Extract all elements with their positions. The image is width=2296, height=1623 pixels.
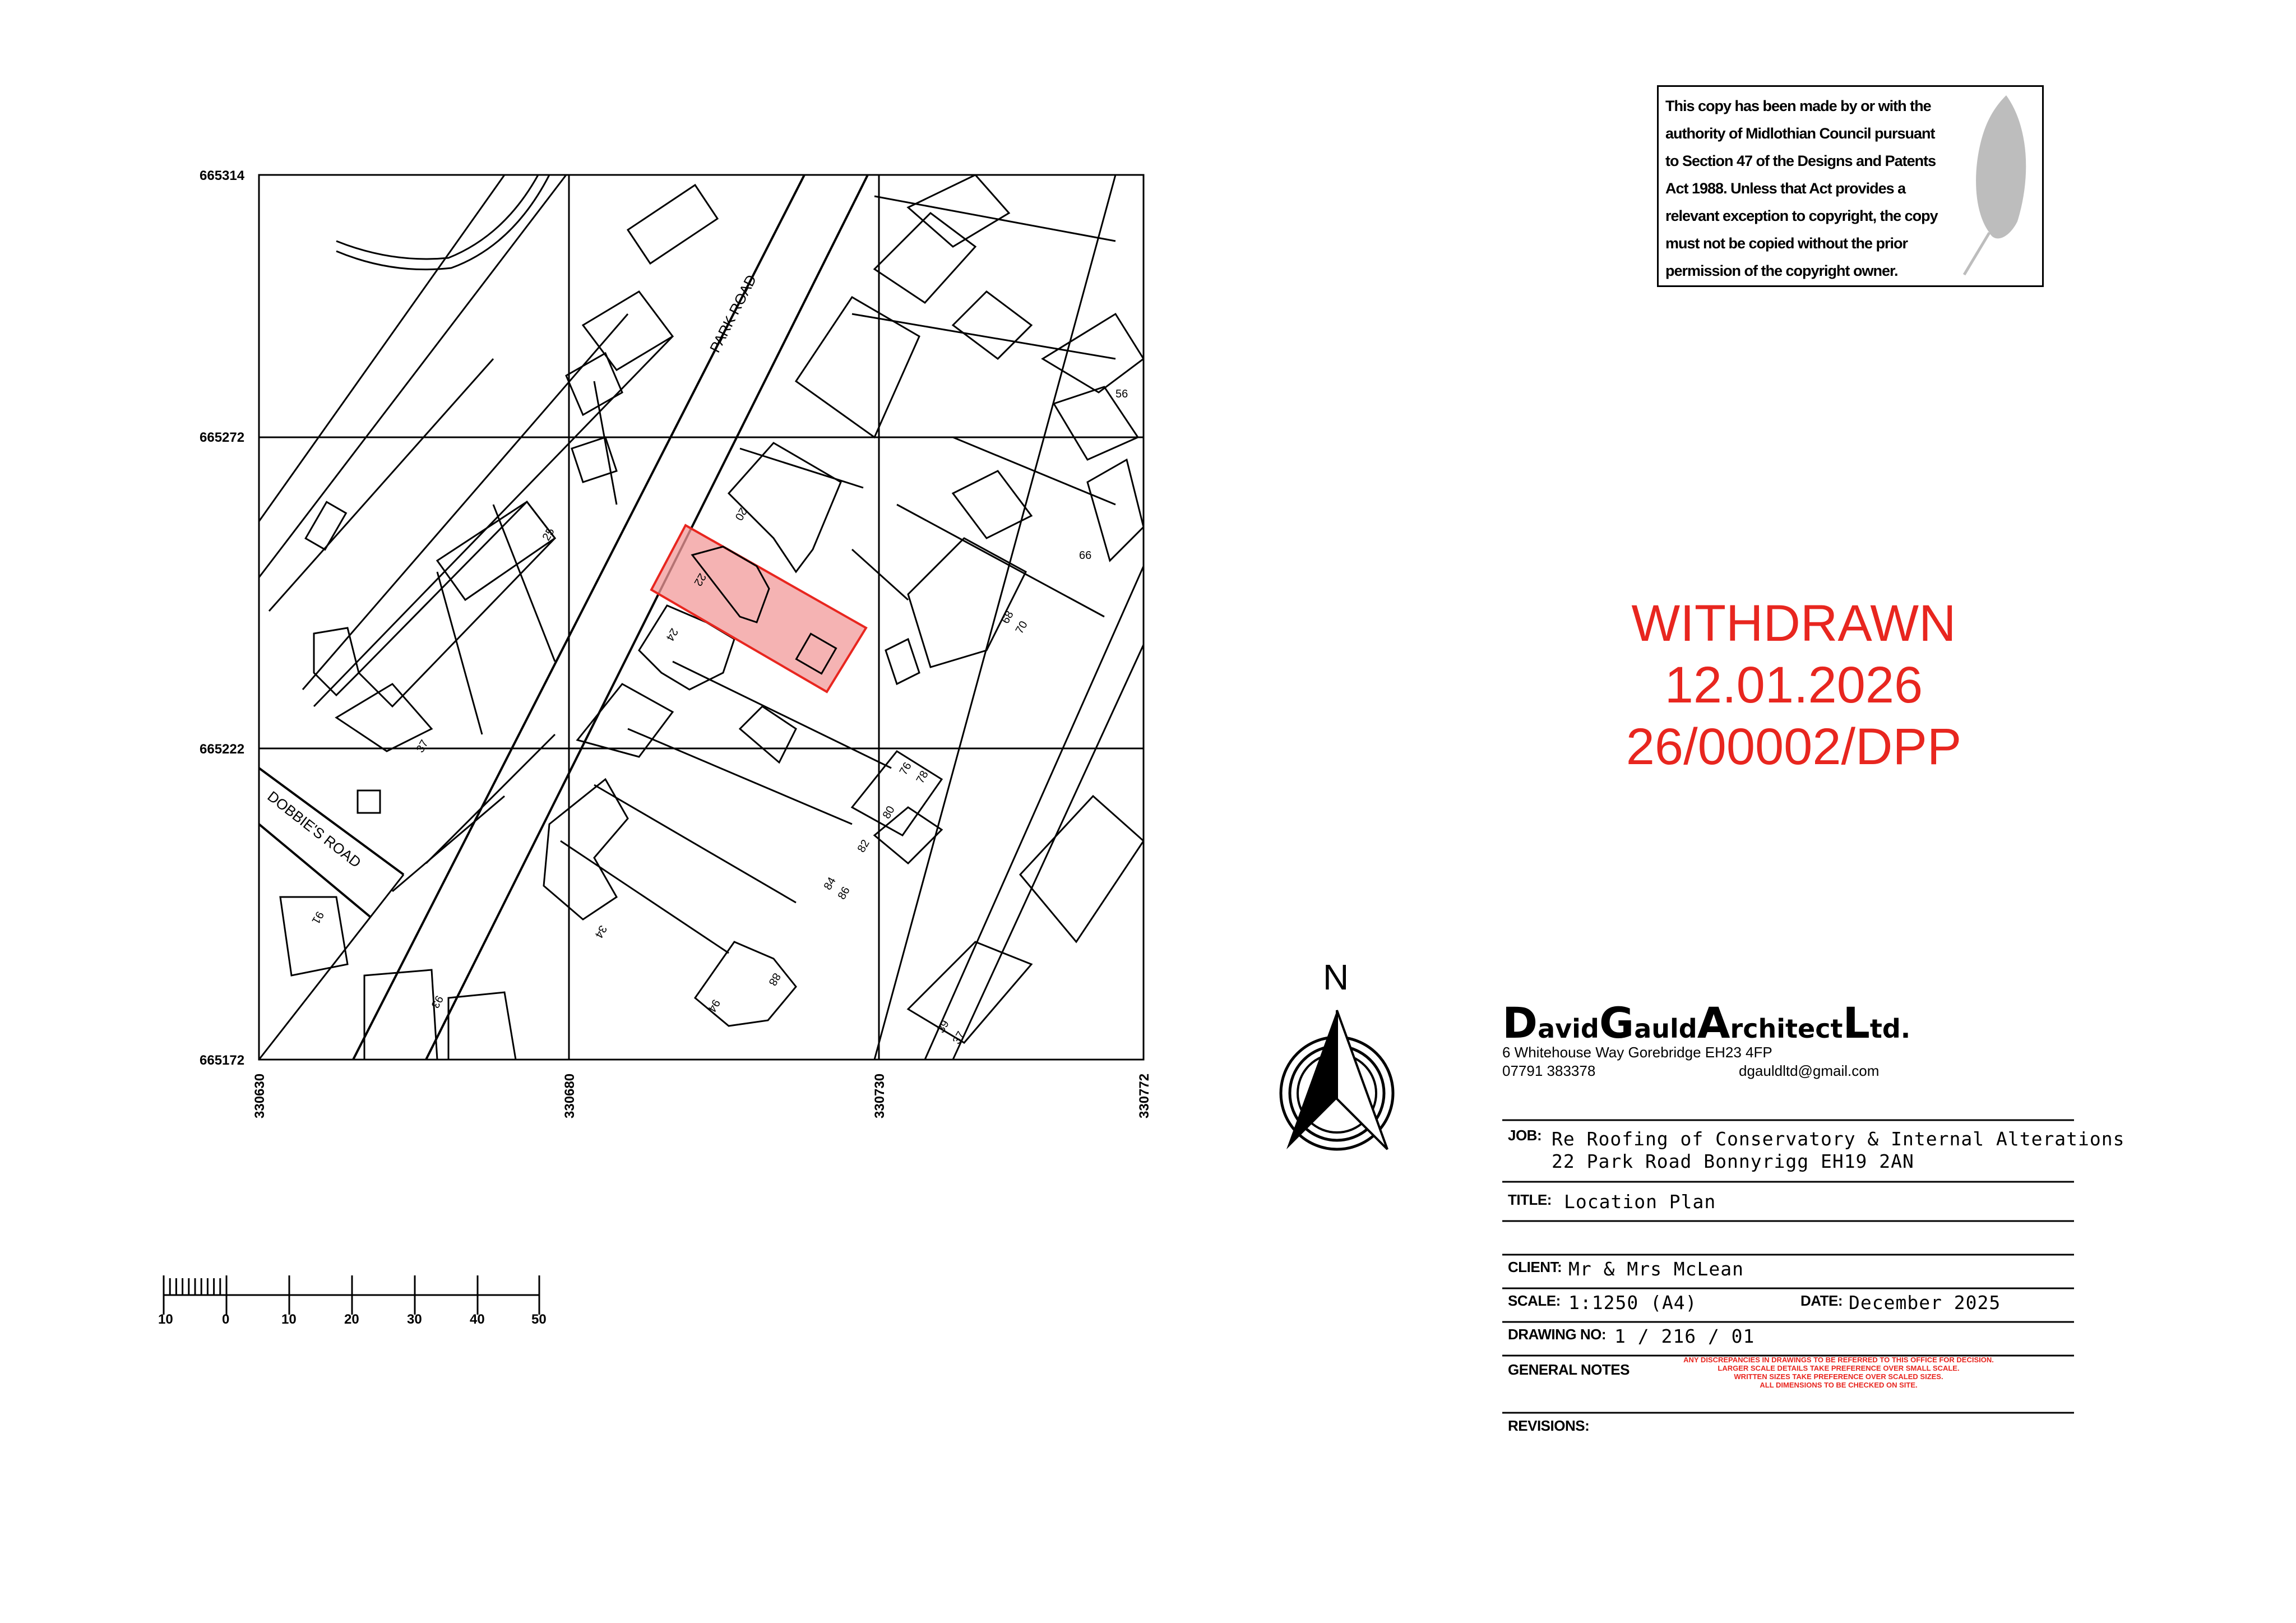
house-number: 82: [855, 838, 872, 855]
drawing-number: 1 / 216 / 01: [1614, 1325, 1755, 1347]
revisions-label: REVISIONS:: [1508, 1417, 1590, 1434]
road-label-dobbies-road: DOBBIE'S ROAD: [264, 788, 364, 871]
scale-tick-label: 0: [222, 1312, 230, 1327]
copyright-notice-box: [1657, 85, 2044, 287]
withdrawn-stamp-line1: WITHDRAWN: [1631, 595, 1956, 652]
drawing-title: Location Plan: [1564, 1191, 1716, 1213]
house-number: 56: [1115, 388, 1128, 400]
title-label: TITLE:: [1508, 1191, 1552, 1208]
scale-tick-label: 50: [531, 1312, 547, 1327]
house-number: 70: [1013, 619, 1030, 636]
scale-tick-label: 20: [344, 1312, 359, 1327]
house-number: 24: [663, 626, 681, 643]
easting-label: 330680: [562, 1073, 577, 1118]
house-number: 20: [732, 505, 749, 522]
client-name: Mr & Mrs McLean: [1568, 1258, 1744, 1280]
house-number: 25: [540, 526, 557, 543]
company-logo: DavidGauldArchitectLtd.: [1502, 998, 1911, 1048]
scale-tick-label: 10: [158, 1312, 173, 1327]
north-label: N: [1323, 957, 1349, 997]
leaf-logo-icon: [1956, 93, 2034, 278]
house-number: 93: [428, 993, 446, 1010]
company-email: dgauldltd@gmail.com: [1739, 1062, 1880, 1079]
copyright-notice-text: This copy has been made by or with the authority of Midlothian Council pursuant to Section 47 of the Designs and Patents Act 1988. Unless that Act provides a relevant exception to copyright, the copy must not be copied without the prior permission of the copyright owner.: [1665, 98, 1938, 279]
house-number: 66: [1079, 549, 1092, 562]
house-number: 37: [950, 1029, 968, 1047]
northing-label: 665222: [200, 742, 245, 757]
easting-label: 330730: [872, 1073, 887, 1118]
dobbies-road-north-edge: [259, 768, 404, 875]
general-note: WRITTEN SIZES TAKE PREFERENCE OVER SCALED SIZES.: [1734, 1372, 1943, 1381]
scale-tick-label: 10: [281, 1312, 297, 1327]
company-phone: 07791 383378: [1502, 1062, 1596, 1079]
house-number: 78: [914, 769, 931, 786]
northing-label: 665272: [200, 430, 245, 445]
job-description: Re Roofing of Conservatory & Internal Alterations: [1552, 1128, 2125, 1150]
road-label-park-road: PARK ROAD: [706, 272, 760, 355]
easting-label: 330772: [1137, 1073, 1152, 1118]
general-note: LARGER SCALE DETAILS TAKE PREFERENCE OVER SMALL SCALE.: [1718, 1364, 1960, 1372]
north-arrow: [1281, 1010, 1393, 1149]
house-number: 68: [999, 609, 1016, 626]
northing-label: 665172: [200, 1053, 245, 1068]
general-notes-label: GENERAL NOTES: [1508, 1361, 1630, 1378]
scale-label: SCALE:: [1508, 1292, 1561, 1309]
general-note: ALL DIMENSIONS TO BE CHECKED ON SITE.: [1760, 1381, 1918, 1389]
house-number: 84: [821, 875, 839, 893]
house-number: 91: [309, 909, 326, 926]
drawing-number-label: DRAWING NO:: [1508, 1326, 1607, 1343]
job-label: JOB:: [1508, 1127, 1542, 1144]
general-notes: [1642, 1356, 2035, 1389]
house-number: 76: [897, 760, 914, 778]
east-lane-edge: [874, 175, 1115, 1060]
scale-tick-label: 30: [407, 1312, 422, 1327]
scale-value: 1:1250 (A4): [1568, 1292, 1697, 1314]
withdrawn-stamp-reference: 26/00002/DPP: [1626, 718, 1962, 775]
job-address: 22 Park Road Bonnyrigg EH19 2AN: [1552, 1150, 1914, 1172]
withdrawn-stamp-date: 12.01.2026: [1664, 656, 1923, 714]
scale-tick-label: 40: [470, 1312, 485, 1327]
client-label: CLIENT:: [1508, 1259, 1562, 1275]
house-number: 39: [934, 1018, 952, 1035]
house-number: 80: [880, 804, 897, 821]
scale-bar: [164, 1275, 539, 1315]
easting-label: 330630: [252, 1073, 267, 1118]
date-value: December 2025: [1849, 1292, 2001, 1314]
house-number-site: 22: [691, 571, 709, 588]
house-number: 86: [835, 885, 853, 902]
northing-label: 665314: [200, 168, 245, 183]
house-number: 88: [766, 970, 783, 988]
house-number: 37: [414, 738, 431, 755]
date-label: DATE:: [1800, 1292, 1843, 1309]
general-note: ANY DISCREPANCIES IN DRAWINGS TO BE REFERRED TO THIS OFFICE FOR DECISION.: [1683, 1356, 1994, 1364]
company-address: 6 Whitehouse Way Gorebridge EH23 4FP: [1502, 1044, 1772, 1061]
house-number: 34: [592, 923, 609, 940]
house-number: 94: [705, 997, 723, 1014]
